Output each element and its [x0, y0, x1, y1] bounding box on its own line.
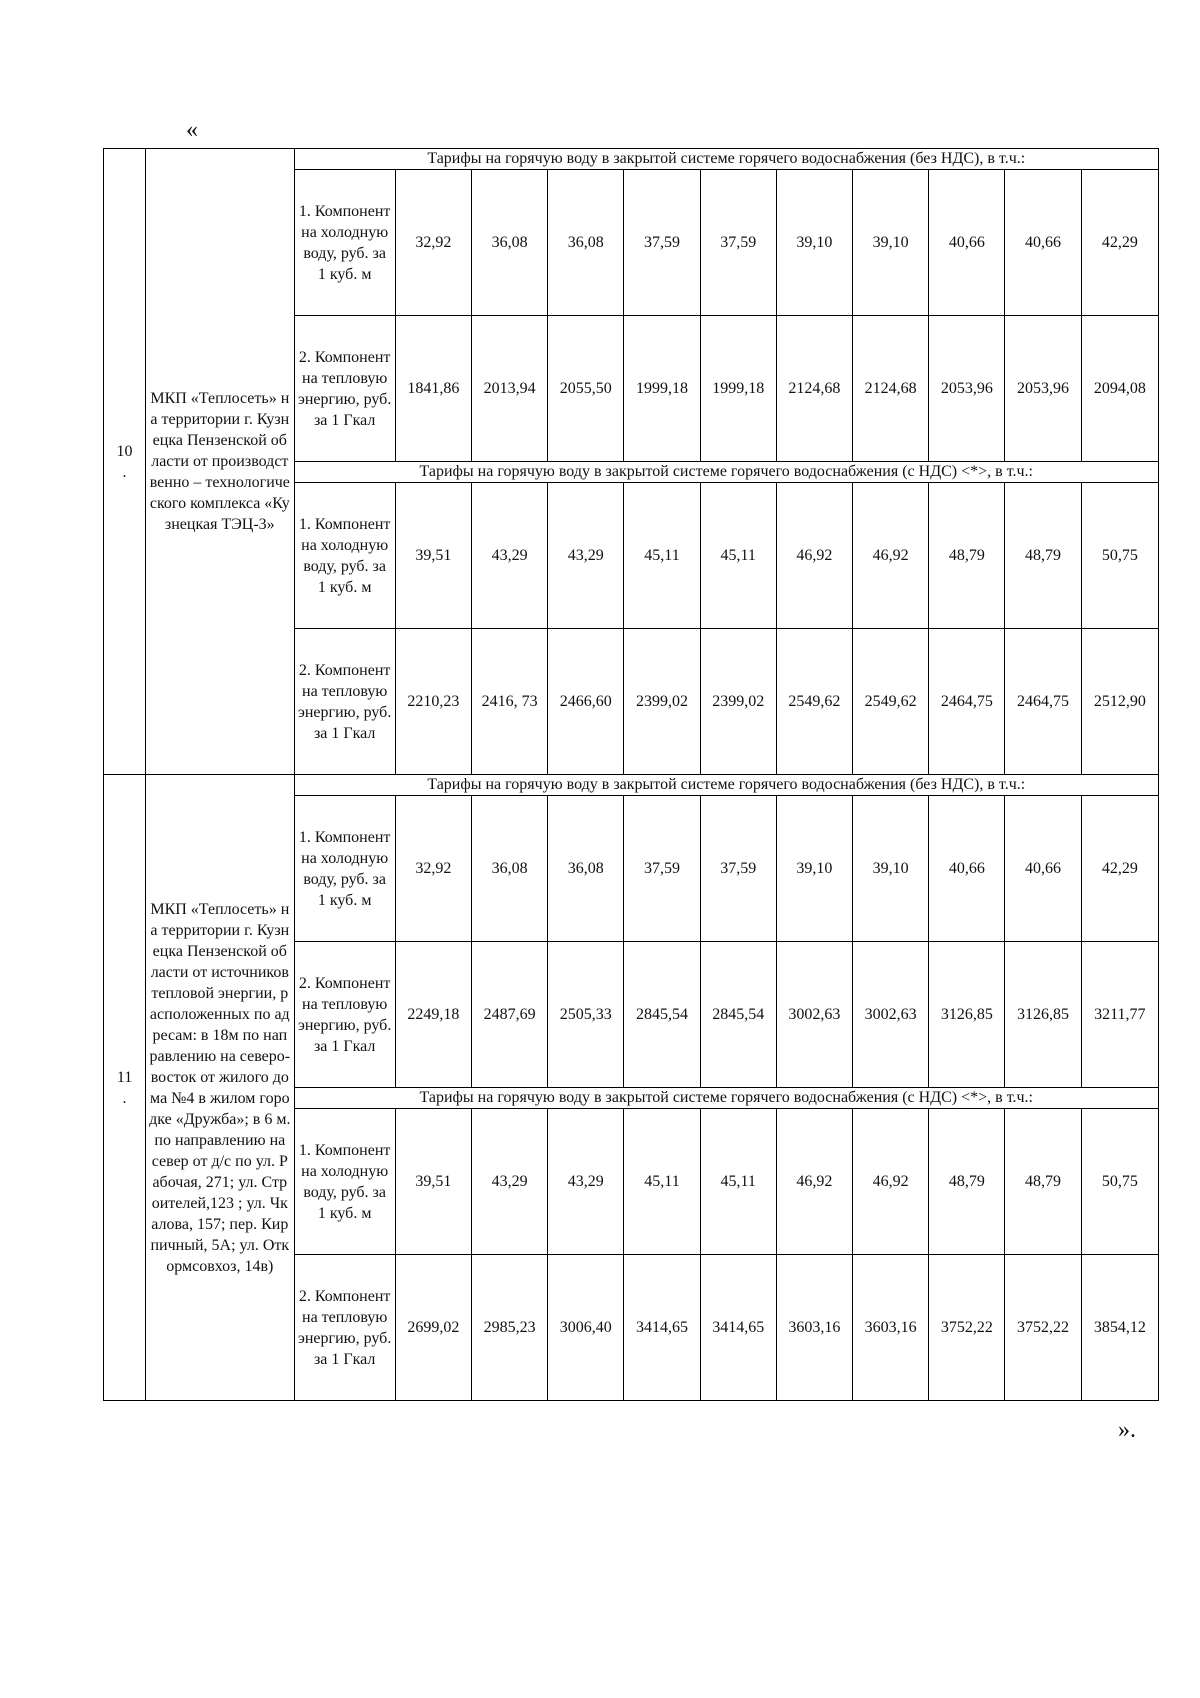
tariff-value: 46,92 — [776, 483, 852, 629]
tariff-value: 2487,69 — [472, 942, 548, 1088]
tariff-group-header: Тарифы на горячую воду в закрытой системе горячего водоснабжения (без НДС), в т.ч.: — [294, 775, 1158, 796]
tariff-value: 48,79 — [1005, 483, 1081, 629]
tariff-value: 46,92 — [776, 1109, 852, 1255]
tariff-value: 2845,54 — [700, 942, 776, 1088]
tariff-value: 3126,85 — [929, 942, 1005, 1088]
tariff-value: 39,10 — [776, 796, 852, 942]
tariff-value: 3002,63 — [853, 942, 929, 1088]
tariff-value: 3006,40 — [548, 1255, 624, 1401]
tariff-value: 2055,50 — [548, 316, 624, 462]
tariff-value: 45,11 — [624, 1109, 700, 1255]
tariff-value: 37,59 — [624, 796, 700, 942]
tariff-value: 32,92 — [395, 796, 471, 942]
tariff-value: 40,66 — [929, 170, 1005, 316]
tariff-value: 42,29 — [1081, 796, 1158, 942]
tariff-value: 50,75 — [1081, 1109, 1158, 1255]
closing-quote: ». — [1118, 1417, 1136, 1443]
tariff-value: 2053,96 — [929, 316, 1005, 462]
tariff-value: 2549,62 — [853, 629, 929, 775]
component-label: 2. Компонент на тепловую энергию, руб. за 1 Гкал — [294, 1255, 395, 1401]
section-number: 10 . — [104, 149, 146, 775]
tariff-value: 3603,16 — [776, 1255, 852, 1401]
tariff-value: 2013,94 — [472, 316, 548, 462]
tariff-group-header: Тарифы на горячую воду в закрытой системе горячего водоснабжения (без НДС), в т.ч.: — [294, 149, 1158, 170]
tariff-value: 36,08 — [472, 170, 548, 316]
tariff-value: 3414,65 — [700, 1255, 776, 1401]
tariff-value: 48,79 — [929, 1109, 1005, 1255]
tariff-value: 2512,90 — [1081, 629, 1158, 775]
tariff-value: 2416, 73 — [472, 629, 548, 775]
tariff-value: 37,59 — [700, 796, 776, 942]
tariff-value: 42,29 — [1081, 170, 1158, 316]
component-label: 1. Компонент на холодную воду, руб. за 1 куб. м — [294, 796, 395, 942]
tariff-table — [103, 148, 1159, 1401]
organization-name: МКП «Теплосеть» на территории г. Кузнецка Пензенской области от производственно – технологического комплекса «Кузнецкая ТЭЦ-3» — [146, 149, 294, 775]
tariff-value: 1999,18 — [624, 316, 700, 462]
tariff-value: 3211,77 — [1081, 942, 1158, 1088]
tariff-value: 2464,75 — [929, 629, 1005, 775]
tariff-value: 36,08 — [472, 796, 548, 942]
tariff-group-header: Тарифы на горячую воду в закрытой системе горячего водоснабжения (с НДС) <*>, в т.ч.: — [294, 1088, 1158, 1109]
tariff-value: 40,66 — [1005, 796, 1081, 942]
component-label: 2. Компонент на тепловую энергию, руб. за 1 Гкал — [294, 942, 395, 1088]
tariff-value: 36,08 — [548, 796, 624, 942]
tariff-value: 37,59 — [624, 170, 700, 316]
organization-name: МКП «Теплосеть» на территории г. Кузнецка Пензенской области от источников тепловой энергии, расположенных по адресам: в 18м по направлению на северо-восток от жилого дома №4 в жилом городке «Дружба»; в 6 м. по направлению на север от д/с по ул. Рабочая, 271; ул. Строителей,123 ; ул. Чкалова, 157; пер. Кирпичный, 5А; ул. Откормсовхоз, 14в) — [146, 775, 294, 1401]
tariff-value: 39,51 — [395, 483, 471, 629]
tariff-value: 37,59 — [700, 170, 776, 316]
tariff-value: 43,29 — [472, 1109, 548, 1255]
tariff-value: 2094,08 — [1081, 316, 1158, 462]
tariff-value: 2549,62 — [776, 629, 852, 775]
component-label: 2. Компонент на тепловую энергию, руб. за 1 Гкал — [294, 316, 395, 462]
tariff-value: 1841,86 — [395, 316, 471, 462]
tariff-value: 48,79 — [1005, 1109, 1081, 1255]
tariff-value: 45,11 — [624, 483, 700, 629]
tariff-value: 45,11 — [700, 1109, 776, 1255]
tariff-value: 2399,02 — [700, 629, 776, 775]
opening-quote: « — [186, 117, 198, 143]
tariff-value: 39,10 — [776, 170, 852, 316]
tariff-value: 3002,63 — [776, 942, 852, 1088]
tariff-value: 3603,16 — [853, 1255, 929, 1401]
tariff-value: 39,10 — [853, 170, 929, 316]
group-header-row — [104, 149, 1159, 170]
component-label: 2. Компонент на тепловую энергию, руб. за 1 Гкал — [294, 629, 395, 775]
tariff-value: 2399,02 — [624, 629, 700, 775]
tariff-value: 39,10 — [853, 796, 929, 942]
tariff-value: 2124,68 — [853, 316, 929, 462]
tariff-value: 2845,54 — [624, 942, 700, 1088]
tariff-value: 1999,18 — [700, 316, 776, 462]
tariff-value: 3126,85 — [1005, 942, 1081, 1088]
tariff-value: 43,29 — [472, 483, 548, 629]
tariff-value: 3752,22 — [1005, 1255, 1081, 1401]
tariff-value: 3752,22 — [929, 1255, 1005, 1401]
tariff-value: 43,29 — [548, 1109, 624, 1255]
tariff-value: 2249,18 — [395, 942, 471, 1088]
tariff-value: 32,92 — [395, 170, 471, 316]
tariff-value: 2210,23 — [395, 629, 471, 775]
tariff-value: 43,29 — [548, 483, 624, 629]
tariff-value: 2699,02 — [395, 1255, 471, 1401]
tariff-value: 2985,23 — [472, 1255, 548, 1401]
tariff-value: 36,08 — [548, 170, 624, 316]
component-label: 1. Компонент на холодную воду, руб. за 1 куб. м — [294, 1109, 395, 1255]
tariff-value: 39,51 — [395, 1109, 471, 1255]
tariff-value: 2053,96 — [1005, 316, 1081, 462]
tariff-value: 48,79 — [929, 483, 1005, 629]
group-header-row — [104, 775, 1159, 796]
tariff-value: 40,66 — [1005, 170, 1081, 316]
tariff-value: 46,92 — [853, 483, 929, 629]
tariff-value: 40,66 — [929, 796, 1005, 942]
tariff-value: 46,92 — [853, 1109, 929, 1255]
tariff-group-header: Тарифы на горячую воду в закрытой системе горячего водоснабжения (с НДС) <*>, в т.ч.: — [294, 462, 1158, 483]
tariff-value: 50,75 — [1081, 483, 1158, 629]
component-label: 1. Компонент на холодную воду, руб. за 1 куб. м — [294, 170, 395, 316]
tariff-value: 2124,68 — [776, 316, 852, 462]
component-label: 1. Компонент на холодную воду, руб. за 1 куб. м — [294, 483, 395, 629]
section-number: 11 . — [104, 775, 146, 1401]
tariff-value: 2505,33 — [548, 942, 624, 1088]
tariff-value: 3854,12 — [1081, 1255, 1158, 1401]
tariff-value: 2464,75 — [1005, 629, 1081, 775]
tariff-value: 3414,65 — [624, 1255, 700, 1401]
tariff-value: 2466,60 — [548, 629, 624, 775]
tariff-value: 45,11 — [700, 483, 776, 629]
